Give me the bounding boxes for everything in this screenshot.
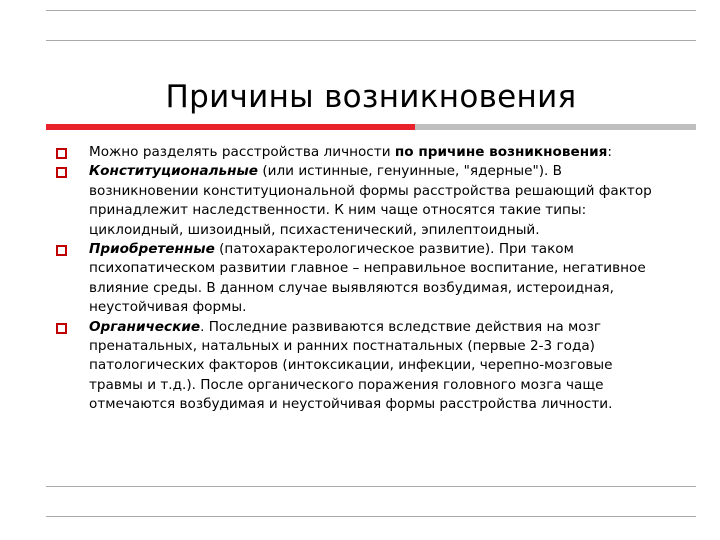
divider-line [46,486,696,487]
square-bullet-icon [56,245,67,256]
bullet-term: Органические [89,318,201,335]
bullet-list [56,143,666,415]
square-bullet-icon [56,148,67,159]
bullet-term: Конституциональные [89,163,259,180]
divider-line [46,40,696,41]
bullet-text: Можно разделять расстройства личности [89,144,395,160]
list-item [56,240,666,318]
list-item [56,162,666,240]
square-bullet-icon [56,323,67,334]
title-bar-gray-segment [415,124,696,130]
list-item [56,318,666,415]
bullet-text: : [607,144,612,160]
divider-line [46,516,696,517]
bullet-text: . Последние развиваются вследствие действия на мозг пренатальных, натальных и ранних постнатальных (первые 2-3 года) патологических факторов (интоксикации, инфекции, черепно-мозговые травмы и т.д.). После органического поражения головного мозга чаще отмечаются возбудимая и неустойчивая формы расстройства личности. [89,318,613,413]
bullet-text: (или истинные, генуинные, "ядерные"). В возникновении конституциональной формы расстройства решающий фактор принадлежит наследственности. К ним чаще относятся такие типы: циклоидный, шизоидный, психастенический, эпилептоидный. [89,163,652,238]
bullet-bold-text: по причине возникновения [394,144,608,160]
bullet-term: Приобретенные [89,241,215,258]
list-item [56,143,666,162]
divider-line [46,10,696,11]
bullet-text: (патохарактерологическое развитие). При таком психопатическом развитии главное – неправильное воспитание, негативное влияние среды. В данном случае выявляются возбудимая, истероидная, неустойчивая формы. [89,241,646,316]
slide-title: Причины возникновения [165,79,577,115]
square-bullet-icon [56,167,67,178]
title-bar-red-segment [46,124,415,130]
